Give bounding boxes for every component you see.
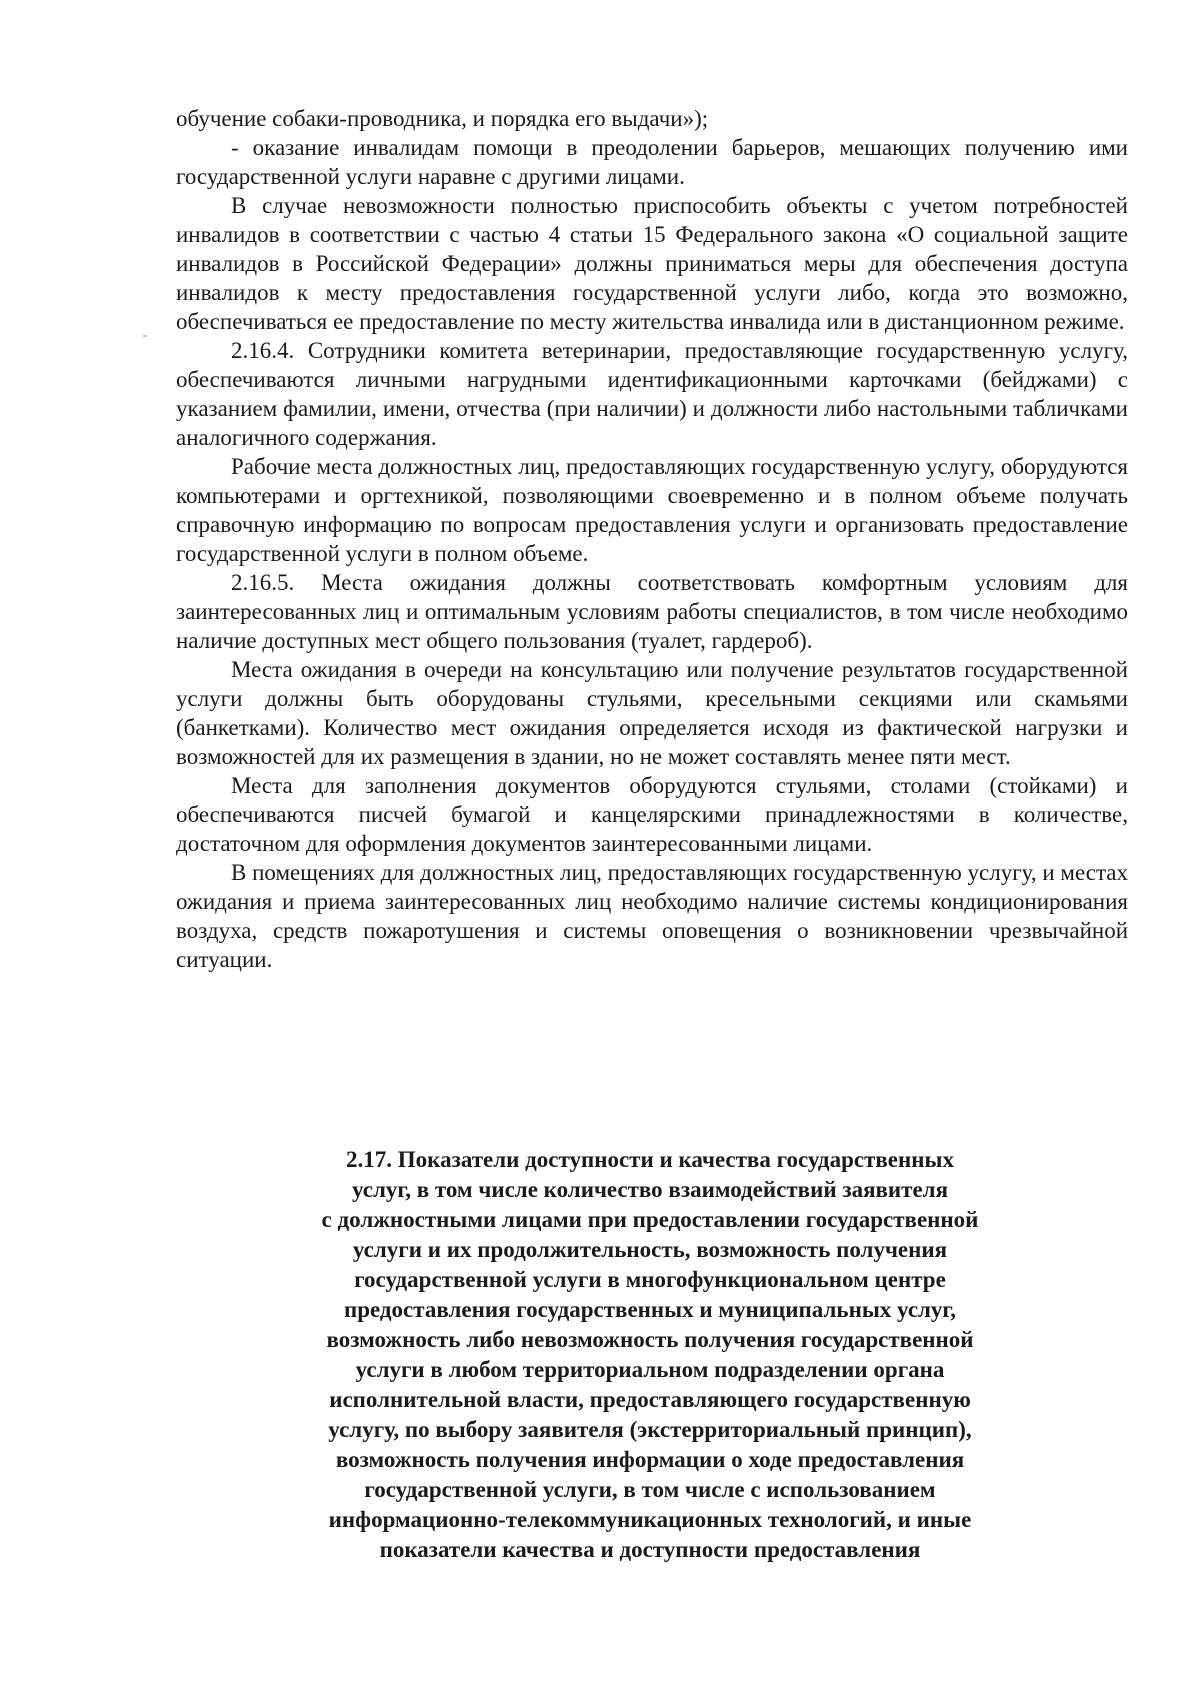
heading-line: показатели качества и доступности предоставления bbox=[379, 1537, 921, 1562]
paragraph-premises: В помещениях для должностных лиц, предоставляющих государственную услугу, и местах ожидания и приема заинтересованных лиц необходимо наличие системы кондиционирования воздуха, средств пожаротушения и системы оповещения о возникновении чрезвычайной ситуации. bbox=[176, 860, 1128, 972]
heading-line: государственной услуги, в том числе с использованием bbox=[364, 1477, 936, 1502]
paragraph-2-16-5: 2.16.5. Места ожидания должны соответствовать комфортным условиям для заинтересованных лиц и оптимальным условиям работы специалистов, в том числе необходимо наличие доступных мест общего пользования (туалет, гардероб). bbox=[176, 570, 1128, 653]
paragraph-waiting-places: Места ожидания в очереди на консультацию или получение результатов государственной услуги должны быть оборудованы стульями, кресельными секциями или скамьями (банкетками). Количество мест ожидания определяется исходя из фактической нагрузки и возможностей для их размещения в здании, но не может составлять менее пяти мест. bbox=[176, 657, 1128, 769]
heading-line: услуг, в том числе количество взаимодействий заявителя bbox=[351, 1177, 949, 1202]
section-heading-2-17 bbox=[220, 1145, 1080, 1565]
scan-mark bbox=[143, 335, 147, 337]
heading-line: предоставления государственных и муниципальных услуг, bbox=[343, 1297, 957, 1322]
heading-line: услуги в любом территориальном подразделении органа bbox=[355, 1357, 945, 1382]
paragraph-filling-places: Места для заполнения документов оборудуются стульями, столами (стойками) и обеспечиваются писчей бумагой и канцелярскими принадлежностями в количестве, достаточном для оформления документов заинтересованными лицами. bbox=[176, 773, 1128, 856]
heading-line: информационно-телекоммуникационных технологий, и иные bbox=[328, 1507, 972, 1532]
paragraph-impossibility: В случае невозможности полностью приспособить объекты с учетом потребностей инвалидов в соответствии с частью 4 статьи 15 Федерального закона «О социальной защите инвалидов в Российской Федерации» должны приниматься меры для обеспечения доступа инвалидов к месту предоставления государственной услуги либо, когда это возможно, обеспечиваться ее предоставление по месту жительства инвалида или в дистанционном режиме. bbox=[176, 193, 1128, 334]
heading-line: услуги и их продолжительность, возможность получения bbox=[352, 1237, 948, 1262]
paragraph-assistance: - оказание инвалидам помощи в преодолении барьеров, мешающих получению ими государственной услуги наравне с другими лицами. bbox=[176, 135, 1128, 189]
paragraph-continuation: обучение собаки-проводника, и порядка его выдачи»); bbox=[176, 106, 709, 131]
heading-line: услугу, по выбору заявителя (экстерриториальный принцип), bbox=[328, 1417, 972, 1442]
heading-line: государственной услуги в многофункциональном центре bbox=[354, 1267, 946, 1292]
heading-line: возможность получения информации о ходе предоставления bbox=[335, 1447, 965, 1472]
paragraph-2-16-4: 2.16.4. Сотрудники комитета ветеринарии, предоставляющие государственную услугу, обеспечиваются личными нагрудными идентификационными карточками (бейджами) с указанием фамилии, имени, отчества (при наличии) и должности либо настольными табличками аналогичного содержания. bbox=[176, 338, 1128, 450]
heading-line: 2.17. Показатели доступности и качества государственных bbox=[346, 1147, 954, 1172]
paragraph-workplaces: Рабочие места должностных лиц, предоставляющих государственную услугу, оборудуются компьютерами и оргтехникой, позволяющими своевременно и в полном объеме получать справочную информацию по вопросам предоставления услуги и организовать предоставление государственной услуги в полном объеме. bbox=[176, 454, 1128, 566]
heading-line: с должностными лицами при предоставлении государственной bbox=[321, 1207, 979, 1232]
body-text bbox=[176, 104, 1128, 974]
heading-line: возможность либо невозможность получения государственной bbox=[326, 1327, 974, 1352]
heading-line: исполнительной власти, предоставляющего государственную bbox=[329, 1387, 971, 1412]
